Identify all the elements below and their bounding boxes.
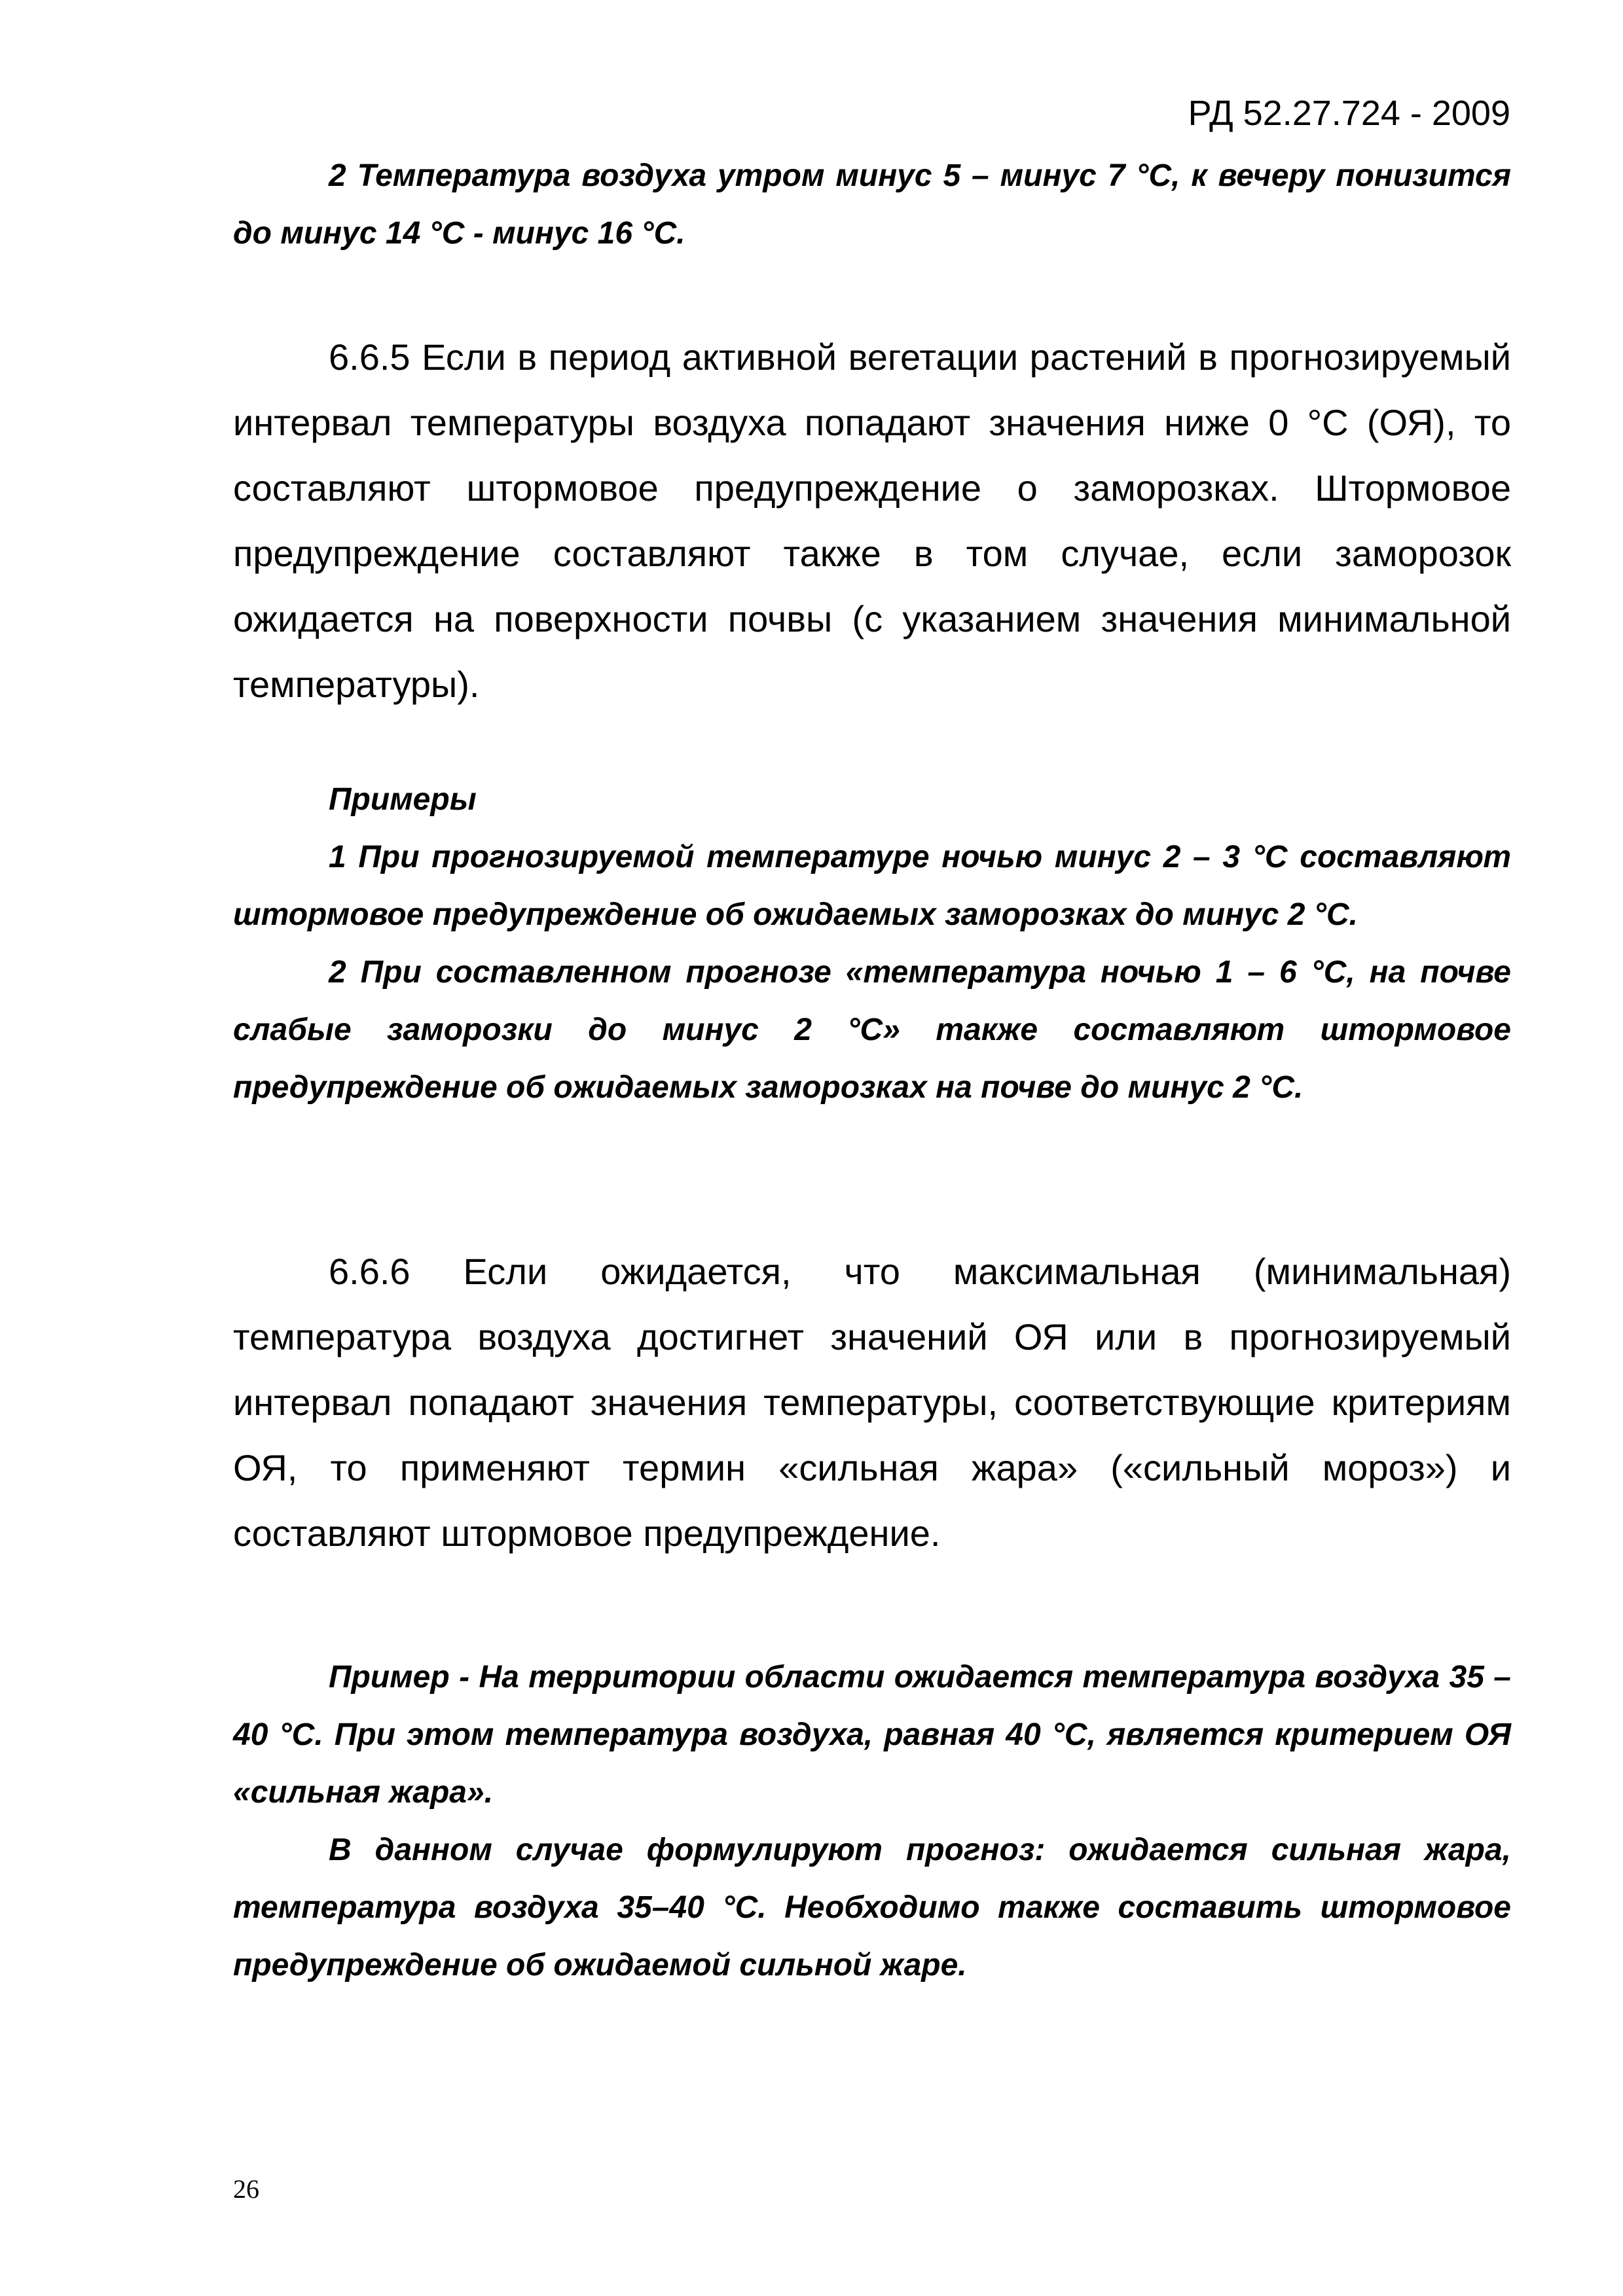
- section-paragraph: 6.6.5 Если в период активной вегетации растений в прогнозируемый интервал температуры воздуха попадают значения ниже 0 °С (ОЯ), то составляют штормовое предупреждение о заморозках. Штормовое предупреждение составляют также в том случае, если заморозок ожидается на поверхности почвы (с указанием значения минимальной температуры).: [233, 336, 1511, 705]
- document-code-header: РД 52.27.724 - 2009: [1188, 94, 1510, 133]
- example-block-top: [233, 147, 1511, 262]
- examples-heading: Примеры: [329, 782, 477, 817]
- examples-block-6-6-5: [233, 771, 1511, 1117]
- example-paragraph: 2 Температура воздуха утром минус 5 – минус 7 °С, к вечеру понизится до минус 14 °С - минус 16 °С.: [233, 158, 1511, 251]
- example-paragraph-1: Пример - На территории области ожидается температура воздуха 35 – 40 °С. При этом температура воздуха, равная 40 °С, является критерием ОЯ «сильная жара».: [233, 1660, 1511, 1810]
- example-paragraph-2: В данном случае формулируют прогноз: ожидается сильная жара, температура воздуха 35–40 °С. Необходимо также составить штормовое предупреждение об ожидаемой сильной жаре.: [233, 1833, 1511, 1982]
- section-6-6-5: [233, 325, 1511, 717]
- section-6-6-6: [233, 1239, 1511, 1566]
- section-paragraph: 6.6.6 Если ожидается, что максимальная (минимальная) температура воздуха достигнет значений ОЯ или в прогнозируемый интервал попадают значения температуры, соответствующие критериям ОЯ, то применяют термин «сильная жара» («сильный мороз») и составляют штормовое предупреждение.: [233, 1251, 1511, 1554]
- example-item-2: 2 При составленном прогнозе «температура ночью 1 – 6 °С, на почве слабые заморозки до минус 2 °С» также составляют штормовое предупреждение об ожидаемых заморозках на почве до минус 2 °С.: [233, 955, 1511, 1105]
- page-number: 26: [233, 2174, 259, 2204]
- example-block-6-6-6: [233, 1649, 1511, 1994]
- example-item-1: 1 При прогнозируемой температуре ночью минус 2 – 3 °С составляют штормовое предупреждение об ожидаемых заморозках до минус 2 °С.: [233, 840, 1511, 932]
